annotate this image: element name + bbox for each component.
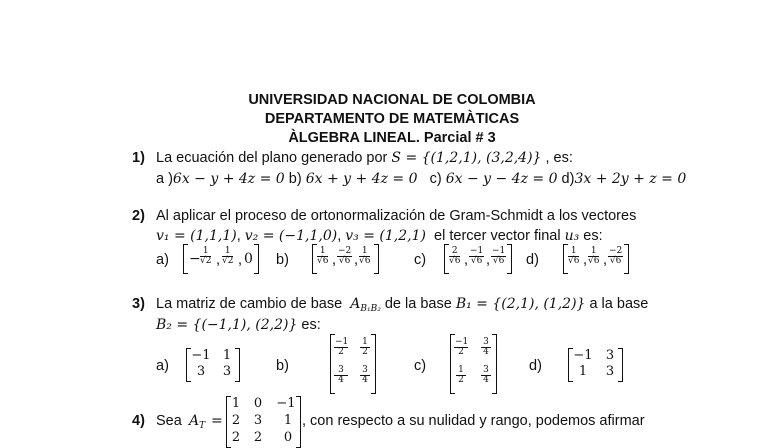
question-text-part: el tercer vector final [434,228,561,244]
denominator: √2 [222,256,234,266]
question-number: 1) [132,150,145,166]
numerator: 3 [481,338,491,348]
matrix-symbol: A [350,296,361,312]
comma: , [583,252,588,268]
matrix-cell: 1 [222,348,232,363]
fraction [588,247,599,266]
right-bracket [296,396,301,448]
numerator: 1 [200,247,211,257]
fraction [481,338,491,357]
denominator: √6 [359,256,371,266]
fraction [222,247,233,266]
fraction [456,366,466,385]
denominator: 2 [458,375,464,385]
denominator: 2 [362,347,368,357]
separator: , [236,228,241,244]
comma: , [238,252,243,268]
vectors-line [156,228,603,244]
option-a-label[interactable]: a) [156,252,169,268]
question-text-line2 [156,317,321,333]
option-a[interactable]: 6x − y + 4z = 0 [172,171,285,187]
fraction [334,366,348,385]
matrix-cell: 2 [253,430,263,445]
option-d-label[interactable]: d) [526,252,539,268]
right-bracket [492,334,497,394]
comma: , [603,252,608,268]
matrix-cell: −1 [276,396,296,411]
department-title: DEPARTAMENTO DE MATEMÀTICAS [264,111,520,127]
matrix-cell: 0 [253,396,263,411]
numerator: 1 [588,247,599,257]
equals-sign: = [211,413,223,429]
fraction [449,247,460,266]
denominator: √2 [200,256,212,266]
denominator: 4 [483,375,489,385]
option-d-label[interactable]: d) [561,171,575,187]
denominator: √6 [317,256,329,266]
numerator: −1 [470,246,484,256]
denominator: 4 [483,347,489,357]
basis-b1: B₁ = {(2,1), (1,2)} [455,296,586,312]
numerator: −1 [492,246,506,256]
question-text [156,296,648,314]
separator: , [337,228,342,244]
matrix-cell: 1 [231,396,241,411]
question-text-part: , con respecto a su nulidad y rango, podemos afirmar [302,413,645,429]
option-c-label[interactable]: c) [429,171,442,187]
fraction [481,366,491,385]
matrix-cell: 3 [605,364,615,379]
left-bracket [183,244,188,274]
matrix-cell: 0 [283,430,293,445]
fraction [608,247,623,266]
question-number: 4) [132,413,145,429]
vector-v2: v₂ = (−1,1,0) [244,228,338,244]
right-bracket [374,244,379,274]
fraction [568,247,579,266]
fraction [454,338,468,357]
fraction [360,366,370,385]
question-number: 3) [132,296,145,312]
numerator: 2 [449,247,460,257]
matrix-cell: 3 [222,364,232,379]
right-bracket [235,348,240,382]
option-b-label[interactable]: b) [276,358,289,374]
denominator: √6 [449,256,461,266]
numerator: 1 [317,247,328,257]
numerator: 3 [360,366,370,376]
numerator: 1 [222,247,233,257]
matrix-subscript: T [199,421,206,431]
right-bracket [507,244,512,274]
matrix-cell: 1 [283,413,293,428]
denominator: √6 [492,256,505,266]
matrix-cell: 1 [578,364,588,379]
option-c-label[interactable]: c) [414,252,427,268]
vector-v3: v₃ = (1,2,1) [345,228,426,244]
comma: , [464,252,469,268]
denominator: 2 [338,347,344,357]
fraction [317,247,328,266]
option-c[interactable]: 6x − y − 4z = 0 [445,171,558,187]
fraction [337,247,352,266]
denominator: 2 [458,347,464,357]
numerator: 1 [359,247,370,257]
matrix-at-symbol [189,413,205,431]
question-text-part: es: [301,317,321,333]
university-title: UNIVERSIDAD NACIONAL DE COLOMBIA [248,92,536,108]
question-text-part: Sea [156,413,182,429]
right-bracket [371,334,376,394]
comma: , [354,252,359,268]
numerator: 1 [456,366,466,376]
right-bracket [254,244,259,274]
minus-sign: − [189,251,201,267]
option-b-label[interactable]: b) [276,252,289,268]
matrix-symbol: A [189,413,200,429]
matrix-cell: 3 [196,364,206,379]
fraction [469,247,484,266]
matrix-cell: 2 [231,430,241,445]
numerator: −1 [335,337,349,347]
denominator: √6 [568,256,580,266]
question-text-part: La ecuación del plano generado por [156,150,388,166]
question-number: 2) [132,208,145,224]
option-d-label[interactable]: d) [529,358,542,374]
option-a-label[interactable]: a) [156,358,169,374]
question-text [156,150,573,166]
answer-options [156,171,686,187]
fraction [200,247,211,266]
numerator: 3 [334,366,348,376]
denominator: √6 [338,256,351,266]
numerator: 3 [481,366,491,376]
numerator: −2 [609,246,623,256]
question-text-part: La matriz de cambio de base [156,296,343,312]
numerator: 1 [568,247,579,257]
matrix-cell: 2 [231,413,241,428]
numerator: 1 [360,338,370,348]
comma: , [486,252,491,268]
denominator: 4 [362,375,368,385]
fraction [334,338,348,357]
right-bracket [624,244,629,274]
matrix-subscript: B₁B₂ [360,304,381,314]
matrix-cell: −1 [191,348,211,363]
question-text-part: , es: [545,150,573,166]
question-text: Al aplicar el proceso de ortonormalización de Gram-Schmidt a los vectores [156,208,637,224]
vector-entry: 0 [244,251,253,267]
question-text-part: es: [583,228,603,244]
basis-b2: B₂ = {(−1,1), (2,2)} [156,317,298,333]
option-b-label[interactable]: b) [288,171,302,187]
change-of-basis-symbol [350,296,381,312]
numerator: −1 [455,337,469,347]
question-text-part: a la base [589,296,649,312]
denominator: 4 [338,375,344,385]
set-expression: S = {(1,2,1), (3,2,4)} [391,150,542,166]
denominator: √6 [588,256,600,266]
denominator: √6 [609,256,622,266]
fraction [491,247,506,266]
option-b[interactable]: 6x + y + 4z = 0 [305,171,418,187]
matrix-cell: 3 [253,413,263,428]
denominator: √6 [470,256,483,266]
option-a-label[interactable]: a ) [156,171,173,187]
fraction [360,338,370,357]
question-text-part: de la base [384,296,452,312]
matrix-cell: 3 [605,348,615,363]
vector-u3: u₃ [564,228,580,244]
vector-v1: v₁ = (1,1,1) [156,228,237,244]
exam-title: ÀLGEBRA LINEAL. Parcial # 3 [288,130,496,146]
matrix-cell: −1 [573,348,593,363]
numerator: −2 [338,246,352,256]
comma: , [216,252,221,268]
fraction [359,247,370,266]
comma: , [332,252,337,268]
right-bracket [618,348,623,382]
option-c-label[interactable]: c) [414,358,427,374]
option-d[interactable]: 3x + 2y + z = 0 [574,171,687,187]
